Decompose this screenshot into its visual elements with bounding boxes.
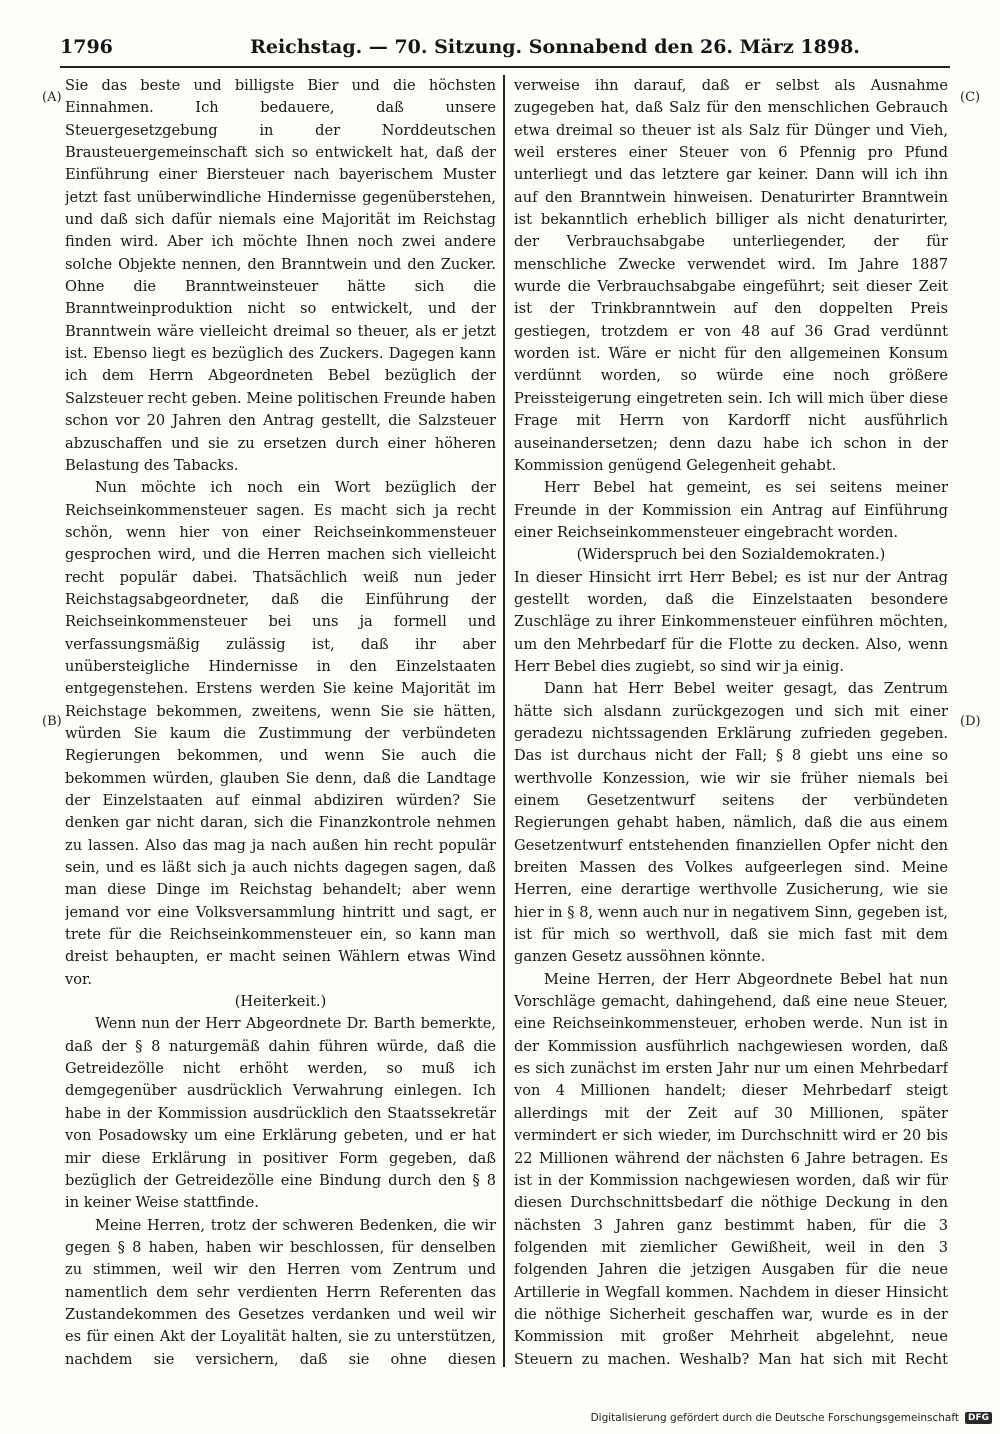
margin-marker-d: (D) xyxy=(960,714,981,729)
interjection: (Heiterkeit.) xyxy=(234,993,327,1011)
paragraph: In dieser Hinsicht irrt Herr Bebel; es ist nur der Antrag gestellt worden, daß die Einzelstaaten besondere Zuschläge zu ihrer Einkommensteuer einführen möchten, um den Mehrbedarf für die Flotte zu decken. Also, wenn Herr Bebel dies zugiebt, so sind wir ja einig. xyxy=(514,568,948,675)
interjection: (Widerspruch bei den Sozialdemokraten.) xyxy=(576,546,886,564)
page-title: Reichstag. — 70. Sitzung. Sonnabend den 26. März 1898. xyxy=(250,36,860,58)
dfg-logo: DFG xyxy=(965,1412,992,1424)
left-column xyxy=(65,75,496,1367)
margin-marker-b: (B) xyxy=(42,714,62,729)
margin-marker-a: (A) xyxy=(42,90,62,105)
page-number: 1796 xyxy=(60,36,113,58)
column-divider xyxy=(503,75,505,1367)
paragraph: verweise ihn darauf, daß er selbst als Ausnahme zugegeben hat, daß Salz für den menschlichen Gebrauch etwa dreimal so theuer ist als Salz für Dünger und Vieh, weil ersteres einer Steuer von 6 Pfennig pro Pfund unterliegt und das letztere gar keiner. Dann will ich ihn auf den Branntwein hinweisen. Denaturirter Branntwein ist bekanntlich erheblich billiger als nicht denaturirter, der Verbrauchsabgabe unterliegender, der für menschliche Zwecke verwendet wird. Im Jahre 1887 wurde die Verbrauchsabgabe eingeführt; seit dieser Zeit ist der Trinkbranntwein auf den doppelten Preis gestiegen, trotzdem er von 48 auf 36 Grad verdünnt worden ist. Wäre er nicht für den allgemeinen Konsum verdünnt worden, so würde eine noch größere Preissteigerung eingetreten sein. Ich will mich über diese Frage mit Herrn von Kardorff nicht ausführlich auseinandersetzen; denn dazu habe ich schon in der Kommission genügend Gelegenheit gehabt. xyxy=(514,77,948,474)
paragraph: Meine Herren, trotz der schweren Bedenken, die wir gegen § 8 haben, haben wir beschlossen, für denselben zu stimmen, weil wir den Herren vom Zentrum und namentlich dem sehr verdienten Herrn Referenten das Zustandekommen des Gesetzes verdanken und weil wir es für einen Akt der Loyalität halten, sie zu unterstützen, nachdem sie versichern, daß sie ohne diesen xyxy=(65,1216,496,1367)
footer xyxy=(591,1412,992,1424)
paragraph: Wenn nun der Herr Abgeordnete Dr. Barth bemerkte, daß der § 8 naturgemäß dahin führen würde, daß die Getreidezölle nicht erhöht werden, so muß ich demgegenüber ausdrücklich Verwahrung einlegen. Ich habe in der Kommission ausdrücklich den Staatssekretär von Posadowsky um eine Erklärung gebeten, und er hat mir diese Erklärung in positiver Form gegeben, daß bezüglich der Getreidezölle eine Bindung durch den § 8 in keiner Weise stattfinde. xyxy=(65,1015,496,1212)
page-header xyxy=(60,30,950,68)
paragraph: Meine Herren, der Herr Abgeordnete Bebel hat nun Vorschläge gemacht, dahingehend, daß eine neue Steuer, eine Reichseinkommensteuer, erhoben werde. Nun ist in der Kommission ausführlich nachgewiesen worden, daß es sich zunächst im ersten Jahr nur um einen Mehrbedarf von 4 Millionen handelt; dieser Mehrbedarf steigt allerdings mit der Zeit auf 30 Millionen, später vermindert er sich wieder, im Durchschnitt wird er 20 bis 22 Millionen während der nächsten 6 Jahre betragen. Es ist in der Kommission nachgewiesen worden, daß wir für diesen Durchschnittsbedarf die nöthige Deckung in den nächsten 3 Jahren ganz bestimmt haben, für die 3 folgenden mit ziemlicher Gewißheit, weil in den 3 folgenden Jahren die jetzigen Ausgaben für die neue Artillerie in Wegfall kommen. Nachdem in dieser Hinsicht die nöthige Sicherheit geschaffen war, wurde es in der Kommission mit großer Mehrheit abgelehnt, neue Steuern zu machen. Weshalb? Man hat sich mit Recht xyxy=(514,970,948,1367)
paragraph: Nun möchte ich noch ein Wort bezüglich der Reichseinkommensteuer sagen. Es macht sich ja recht schön, wenn hier von einer Reichseinkommensteuer gesprochen wird, und die Herren machen sich vielleicht recht populär dabei. Thatsächlich weiß nun jeder Reichstagsabgeordneter, daß die Einführung der Reichseinkommensteuer bei uns ja formell und verfassungsmäßig zulässig ist, daß ihr aber unübersteigliche Hindernisse in den Einzelstaaten entgegenstehen. Erstens werden Sie keine Majorität im Reichstage bekommen, zweitens, wenn Sie sie hätten, würden Sie kaum die Zustimmung der verbündeten Regierungen bekommen, und wenn Sie auch die bekommen würden, glauben Sie denn, daß die Landtage der Einzelstaaten auf einmal abdiziren würden? Sie denken gar nicht daran, sich die Finanzkontrole nehmen zu lassen. Also das mag ja nach außen hin recht populär sein, und es läßt sich ja auch nichts dagegen sagen, daß man diese Dinge im Reichstag behandelt; aber wenn jemand vor eine Volksversammlung hintritt und sagt, er trete für die Reichseinkommensteuer ein, so kann man dreist behaupten, er macht seinen Wählern etwas Wind vor. xyxy=(65,479,496,988)
paragraph: Herr Bebel hat gemeint, es sei seitens meiner Freunde in der Kommission ein Antrag auf Einführung einer Reichseinkommensteuer eingebracht worden. xyxy=(514,479,948,541)
paragraph: Sie das beste und billigste Bier und die höchsten Einnahmen. Ich bedauere, daß unsere Steuergesetzgebung in der Norddeutschen Brausteuergemeinschaft sich so entwickelt hat, daß der Einführung einer Biersteuer nach bayerischem Muster jetzt fast unüberwindliche Hindernisse gegenüberstehen, und daß sich dafür niemals eine Majorität im Reichstag finden wird. Aber ich möchte Ihnen noch zwei andere solche Objekte nennen, den Branntwein und den Zucker. Ohne die Branntweinsteuer hätte sich die Branntweinproduktion nicht so entwickelt, und der Branntwein wäre vielleicht dreimal so theuer, als er jetzt ist. Ebenso liegt es bezüglich des Zuckers. Dagegen kann ich dem Herrn Abgeordneten Bebel bezüglich der Salzsteuer recht geben. Meine politischen Freunde haben schon vor 20 Jahren den Antrag gestellt, die Salzsteuer abzuschaffen und sie zu ersetzen durch einer höheren Belastung des Tabacks. xyxy=(65,77,496,474)
right-column xyxy=(514,75,948,1367)
paragraph: Dann hat Herr Bebel weiter gesagt, das Zentrum hätte sich alsdann zurückgezogen und sich mit einer geradezu nichtssagenden Erklärung zufrieden gegeben. Das ist durchaus nicht der Fall; § 8 giebt uns eine so werthvolle Konzession, wie wir sie früher niemals bei einem Gesetzentwurf seitens der verbündeten Regierungen gehabt haben, nämlich, daß die aus einem Gesetzentwurf entstehenden finanziellen Opfer nicht den breiten Massen des Volkes aufgeerlegen sind. Meine Herren, eine derartige werthvolle Zusicherung, wie sie hier in § 8, wenn auch nur in negativem Sinn, gegeben ist, ist für mich so werthvoll, daß sie mich fast mit dem ganzen Gesetz aussöhnen könnte. xyxy=(514,680,948,966)
footer-credit: Digitalisierung gefördert durch die Deutsche Forschungsgemeinschaft xyxy=(590,1412,959,1424)
margin-marker-c: (C) xyxy=(960,90,981,105)
